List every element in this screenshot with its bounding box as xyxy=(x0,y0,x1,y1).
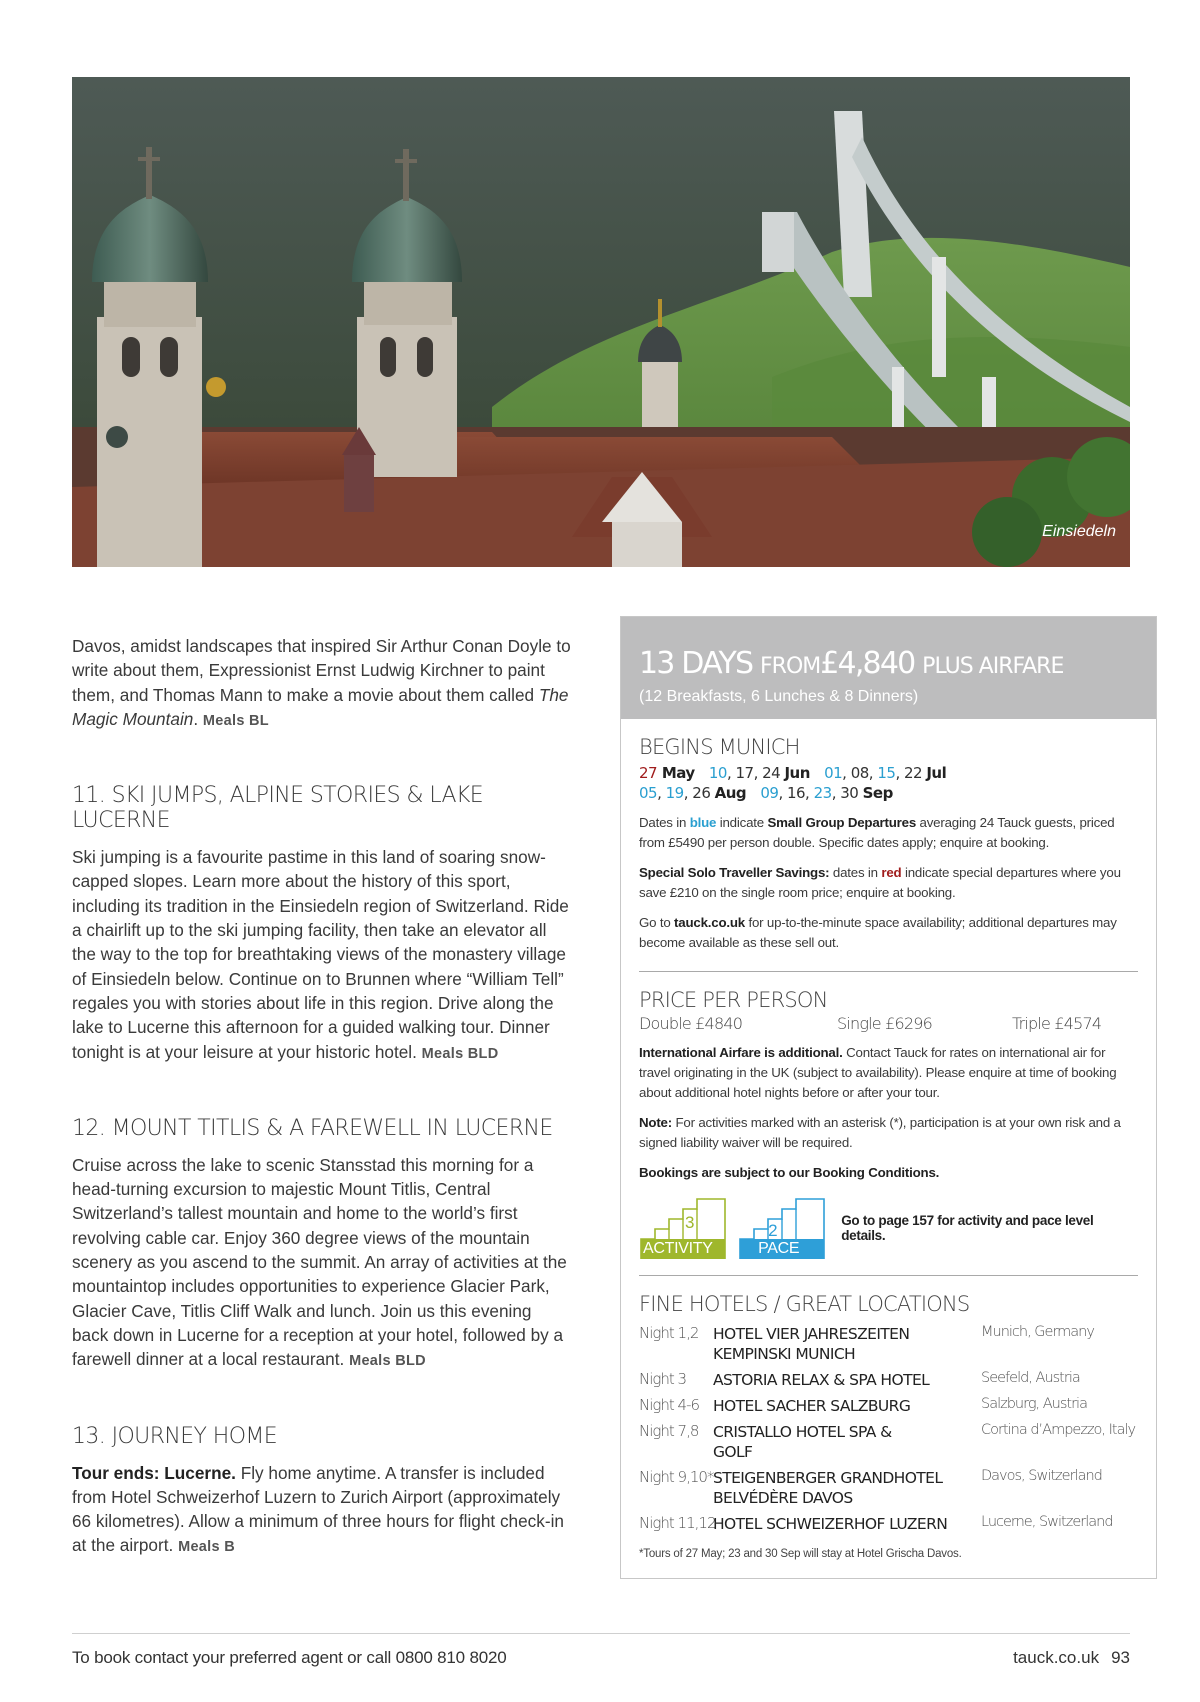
waiver-note xyxy=(639,1113,1138,1153)
tour-info-box xyxy=(620,616,1157,1579)
photo-caption: Einsiedeln xyxy=(1042,523,1116,540)
small-group-note xyxy=(639,813,1138,853)
departure-date-segment: 09 xyxy=(760,784,779,802)
hotel-row xyxy=(639,1468,1138,1508)
pace-label: PACE xyxy=(758,1240,800,1257)
hotel-location: Lucerne, Switzerland xyxy=(981,1514,1113,1530)
hotel-night: Night 4-6 xyxy=(639,1396,700,1414)
departure-date-segment: , 16, xyxy=(778,784,814,802)
hotel-row xyxy=(639,1422,1138,1462)
day-13-lead: Tour ends: Lucerne. xyxy=(72,1462,236,1483)
note1-b: indicate xyxy=(716,815,768,830)
day-12-text xyxy=(72,1153,572,1374)
tour-headline xyxy=(639,647,1138,684)
day-11 xyxy=(72,783,572,1066)
day-13-text xyxy=(72,1461,572,1560)
departure-date-segment: Aug xyxy=(714,784,761,802)
tour-info-body xyxy=(621,735,1156,1560)
hotel-night: Night 9,10* xyxy=(639,1468,714,1486)
hotel-name: HOTEL SCHWEIZERHOF LUZERN xyxy=(713,1515,948,1533)
day-12-body: Cruise across the lake to scenic Stansstad this morning for a head-turning excursion to majestic Mount Titlis, Central Switzerland’s tallest mountain and home to the world’s first revolving cable car. Enjoy 360 degree views of the mountain scenery as you ascend to the summit. An array of activities at the mountaintop includes opportunities to experience Glacier Park, Glacier Cave, Titlis Cliff Walk and lunch. Join us this evening back down in Lucerne for a reception at your hotel, followed by a farewell dinner at a local restaurant. xyxy=(72,1154,567,1370)
note1-blue: blue xyxy=(689,815,717,830)
meals-summary: (12 Breakfasts, 6 Lunches & 8 Dinners) xyxy=(639,688,919,705)
price-triple: Triple £4574 xyxy=(1012,1014,1102,1033)
hotel-row xyxy=(639,1370,1138,1390)
departure-dates-line-1 xyxy=(639,763,1138,783)
divider xyxy=(639,1275,1138,1276)
day-11-text xyxy=(72,845,572,1066)
hotel-name: HOTEL VIER JAHRESZEITEN KEMPINSKI MUNICH xyxy=(713,1325,910,1363)
day-13-body: Fly home anytime. A transfer is included from Hotel Schweizerhof Luzern to Zurich Airport (approximately 66 kilometres). Allow a minimum of three hours for flight check-in at the airport. xyxy=(72,1462,564,1556)
departure-date-segment: , xyxy=(657,784,666,802)
pace-level-number: 2 xyxy=(768,1221,778,1240)
intro-meals: Meals BL xyxy=(202,712,269,729)
waiver-text: For activities marked with an asterisk (*), participation is at your own risk and a signed liability waiver will be required. xyxy=(639,1115,1121,1150)
hotel-night: Night 7,8 xyxy=(639,1422,699,1440)
intro-paragraph xyxy=(72,634,572,733)
hotel-location: Cortina d’Ampezzo, Italy xyxy=(981,1422,1136,1438)
airfare-bold: International Airfare is additional. xyxy=(639,1045,843,1060)
price-list xyxy=(639,1014,1138,1033)
note2-red: red xyxy=(881,865,902,880)
note3-a: Go to xyxy=(639,915,675,930)
site-link[interactable]: tauck.co.uk xyxy=(1013,1648,1100,1667)
departure-date-segment: Jul xyxy=(926,764,947,782)
hotel-night: Night 11,12 xyxy=(639,1514,716,1532)
note3-b: for up-to-the-minute space availability; additional departures may become available as these sell out. xyxy=(639,915,1117,950)
einsiedeln-photo xyxy=(72,77,1130,567)
tour-from: FROM xyxy=(760,654,821,679)
day-13-title: 13. JOURNEY HOME xyxy=(72,1423,278,1449)
departure-date-segment: Jun xyxy=(784,764,825,782)
activity-level-number: 3 xyxy=(685,1213,695,1232)
hotel-name: STEIGENBERGER GRANDHOTEL BELVÉDÈRE DAVOS xyxy=(713,1469,943,1507)
booking-conditions-text: Bookings are subject to our Booking Conditions. xyxy=(639,1165,940,1180)
departure-date-segment: 01 xyxy=(824,764,843,782)
itinerary-column xyxy=(72,634,572,1560)
note2-b: indicate special departures where you save £210 on the single room price; enquire at booking. xyxy=(639,865,1121,900)
departure-dates xyxy=(639,763,1138,803)
departure-date-segment: May xyxy=(657,764,709,782)
departure-date-segment: 10 xyxy=(708,764,727,782)
activity-pace-levels xyxy=(639,1197,1138,1259)
hotel-row xyxy=(639,1396,1138,1416)
price-double: Double £4840 xyxy=(639,1014,743,1033)
day-12-meals: Meals BLD xyxy=(349,1353,426,1370)
intro-italic: The Magic Mountain xyxy=(72,684,569,729)
airfare-text: Contact Tauck for rates on international air for travel originating in the UK (subject to availability). Please enquire at time of booking about additional hotel nights before or after your tour. xyxy=(639,1045,1117,1100)
booking-conditions xyxy=(639,1163,1138,1183)
pace-level-icon xyxy=(738,1197,825,1259)
hotel-name: CRISTALLO HOTEL SPA & GOLF xyxy=(713,1423,892,1461)
intro-end: . xyxy=(193,708,199,729)
tauck-link[interactable]: tauck.co.uk xyxy=(674,915,745,930)
departure-date-segment: 23 xyxy=(813,784,832,802)
booking-contact: To book contact your preferred agent or call 0800 810 8020 xyxy=(72,1648,507,1667)
activity-label: ACTIVITY xyxy=(643,1240,713,1257)
activity-level-icon xyxy=(639,1197,726,1259)
price-heading: PRICE PER PERSON xyxy=(639,988,828,1012)
departure-date-segment: 15 xyxy=(877,764,896,782)
departure-date-segment: 19 xyxy=(665,784,684,802)
tour-price-header xyxy=(621,617,1156,719)
note2-bold: Special Solo Traveller Savings: xyxy=(639,865,830,880)
note2-a: dates in xyxy=(829,865,882,880)
hotel-night: Night 3 xyxy=(639,1370,687,1388)
note1-a: Dates in xyxy=(639,815,690,830)
departure-date-segment: , 26 xyxy=(683,784,715,802)
departure-date-segment: , 17, 24 xyxy=(726,764,785,782)
tour-plus-airfare: PLUS AIRFARE xyxy=(922,654,1064,679)
airfare-note xyxy=(639,1043,1138,1103)
hero-photo xyxy=(72,77,1130,567)
departure-dates-line-2 xyxy=(639,783,1138,803)
note1-c: averaging 24 Tauck guests, priced from £5490 per person double. Specific dates apply; enquire at booking. xyxy=(639,815,1115,850)
day-13-meals: Meals B xyxy=(178,1539,235,1556)
day-11-body: Ski jumping is a favourite pastime in this land of soaring snow-capped slopes. Learn more about the history of this sport, including its tradition in the Einsiedeln region of Switzerland. Ride a chairlift up to the ski jumping facility, then take an elevator all the way to the top for breathtaking views of the monastery village of Einsiedeln below. Continue on to Brunnen where “William Tell” regales you with stories about life in this region. Drive along the lake to Lucerne this afternoon for a guided walking tour. Dinner tonight is at your leisure at your historic hotel. xyxy=(72,847,569,1062)
waiver-bold: Note: xyxy=(639,1115,672,1130)
departure-date-segment: , 30 xyxy=(831,784,863,802)
hotel-location: Salzburg, Austria xyxy=(981,1396,1087,1412)
price-single: Single £6296 xyxy=(837,1014,933,1033)
day-12-title: 12. MOUNT TITLIS & A FAREWELL IN LUCERNE xyxy=(72,1115,553,1141)
page-number: 93 xyxy=(1111,1648,1130,1667)
hotel-footnote: *Tours of 27 May; 23 and 30 Sep will stay at Hotel Grischa Davos. xyxy=(639,1548,962,1560)
hotel-location: Munich, Germany xyxy=(981,1324,1094,1340)
hotels-heading: FINE HOTELS / GREAT LOCATIONS xyxy=(639,1292,970,1316)
hotel-name: ASTORIA RELAX & SPA HOTEL xyxy=(713,1371,930,1389)
level-details-note: Go to page 157 for activity and pace level details. xyxy=(841,1213,1094,1243)
hotel-location: Seefeld, Austria xyxy=(981,1370,1080,1386)
departure-date-segment: 05 xyxy=(639,784,658,802)
hotel-night: Night 1,2 xyxy=(639,1324,699,1342)
hotel-name: HOTEL SACHER SALZBURG xyxy=(713,1397,911,1415)
footer-divider xyxy=(72,1633,1130,1634)
departure-date-segment: , 08, xyxy=(842,764,878,782)
note1-bold: Small Group Departures xyxy=(767,815,917,830)
hotel-location: Davos, Switzerland xyxy=(981,1468,1102,1484)
hotel-row xyxy=(639,1514,1138,1534)
day-13 xyxy=(72,1424,572,1560)
tour-days: 13 DAYS xyxy=(639,646,753,681)
departure-date-segment: 27 xyxy=(639,764,658,782)
intro-text: Davos, amidst landscapes that inspired Sir Arthur Conan Doyle to write about them, Expressionist Ernst Ludwig Kirchner to paint them, and Thomas Mann to make a movie about them called xyxy=(72,636,571,705)
begins-heading: BEGINS MUNICH xyxy=(639,735,800,759)
day-11-title: 11. SKI JUMPS, ALPINE STORIES & LAKE LUCERNE xyxy=(72,783,484,834)
day-12 xyxy=(72,1116,572,1374)
hotel-row xyxy=(639,1324,1138,1364)
hotel-list xyxy=(639,1324,1138,1534)
day-11-meals: Meals BLD xyxy=(421,1045,499,1062)
solo-savings-note xyxy=(639,863,1138,903)
availability-note xyxy=(639,913,1138,953)
departure-date-segment: Sep xyxy=(862,784,893,802)
footer-right xyxy=(1013,1648,1130,1668)
tour-price: £4,840 xyxy=(820,646,915,681)
departure-date-segment: , 22 xyxy=(895,764,927,782)
divider xyxy=(639,971,1138,972)
